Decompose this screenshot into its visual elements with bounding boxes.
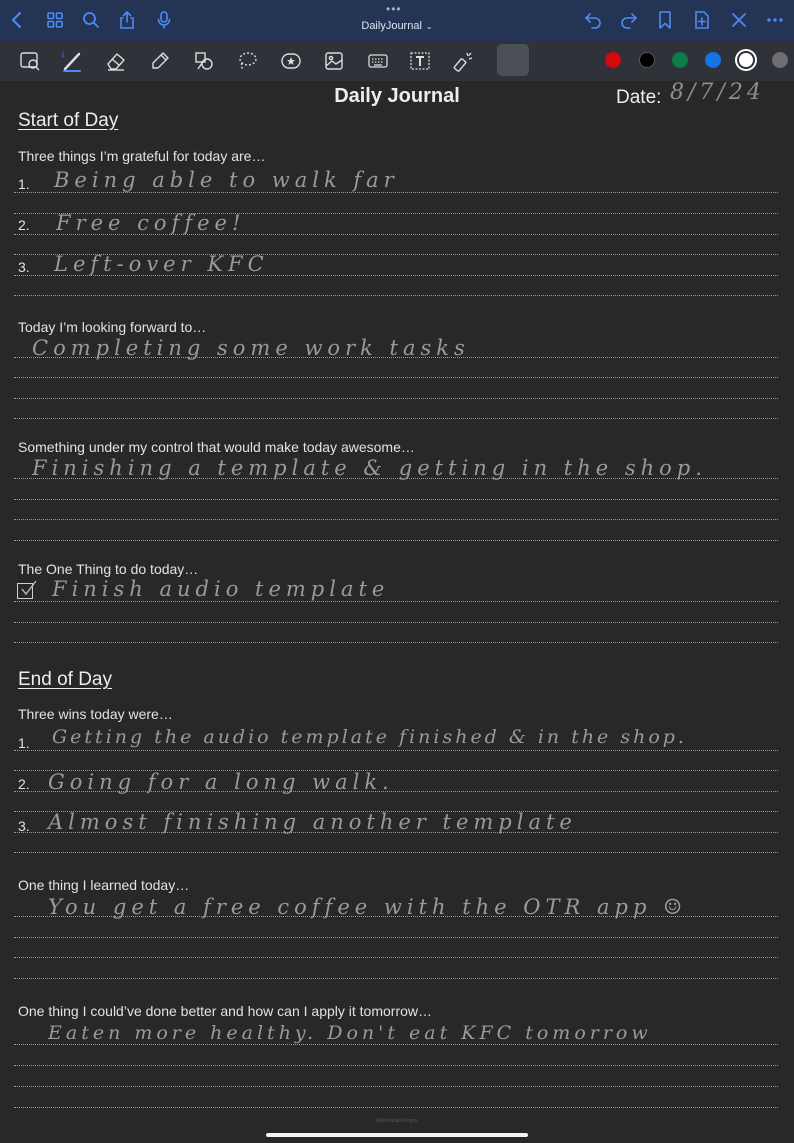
writing-line [14, 978, 778, 979]
one-thing-entry: Finish audio template [52, 577, 390, 601]
writing-line [14, 791, 778, 792]
win-entry-1: Getting the audio template finished & in the shop. [52, 726, 687, 748]
grateful-entry-3: Left-over KFC [54, 252, 269, 276]
wins-prompt: Three wins today were… [18, 706, 173, 722]
writing-line [14, 622, 778, 623]
color-swatch-gray[interactable] [772, 52, 788, 68]
writing-line [14, 642, 778, 643]
color-swatch-blue[interactable] [705, 52, 721, 68]
control-entry: Finishing a template & getting in the shop. [32, 456, 707, 480]
writing-line [14, 937, 778, 938]
color-swatch-green[interactable] [672, 52, 688, 68]
color-swatch-red[interactable] [605, 52, 621, 68]
writing-line [14, 1086, 778, 1087]
lasso-icon[interactable] [233, 47, 261, 75]
end-of-day-heading: End of Day [18, 669, 112, 690]
writing-line [14, 957, 778, 958]
text-box-icon[interactable] [406, 47, 434, 75]
top-nav-bar [0, 0, 794, 41]
writing-line [14, 192, 778, 193]
win-number-1: 1. [18, 735, 30, 751]
writing-line [14, 275, 778, 276]
writing-line [14, 540, 778, 541]
undo-icon[interactable] [581, 8, 605, 32]
keyboard-icon[interactable] [364, 47, 392, 75]
more-options-icon[interactable] [763, 8, 787, 32]
grateful-number-1: 1. [18, 176, 30, 192]
writing-line [14, 418, 778, 419]
date-label: Date: [616, 87, 662, 108]
color-swatch-white[interactable] [739, 53, 753, 67]
eraser-icon[interactable] [102, 47, 130, 75]
win-number-3: 3. [18, 818, 30, 834]
image-insert-icon[interactable] [320, 47, 348, 75]
add-page-icon[interactable] [690, 8, 714, 32]
redo-icon[interactable] [617, 8, 641, 32]
grateful-number-3: 3. [18, 259, 30, 275]
control-prompt: Something under my control that would make today awesome… [18, 439, 415, 455]
forward-prompt: Today I’m looking forward to… [18, 319, 207, 335]
writing-line [14, 478, 778, 479]
close-toolbar-icon[interactable] [727, 8, 751, 32]
better-entry: Eaten more healthy. Don't eat KFC tomorrow [48, 1022, 652, 1044]
date-handwritten: 8/7/24 [670, 80, 765, 105]
writing-line [14, 916, 778, 917]
win-number-2: 2. [18, 776, 30, 792]
start-of-day-heading: Start of Day [18, 110, 119, 131]
pen-tool-icon[interactable] [58, 47, 86, 75]
win-entry-3: Almost finishing another template [48, 810, 577, 834]
writing-line [14, 357, 778, 358]
forward-entry: Completing some work tasks [32, 336, 470, 360]
svg-text:ᛒ: ᛒ [61, 52, 66, 59]
page-title: Daily Journal [334, 85, 460, 107]
elements-sticker-icon[interactable] [277, 47, 305, 75]
writing-line [14, 750, 778, 751]
writing-line [14, 234, 778, 235]
laser-pointer-icon[interactable] [450, 47, 478, 75]
writing-line [14, 852, 778, 853]
learned-prompt: One thing I learned today… [18, 877, 190, 893]
writing-line [14, 601, 778, 602]
color-swatch-black[interactable] [639, 52, 655, 68]
template-credit: AAKdigitalDesigns [376, 1118, 418, 1124]
grateful-entry-2: Free coffee! [56, 211, 246, 235]
win-entry-2: Going for a long walk. [48, 770, 394, 794]
shapes-tool-icon[interactable] [190, 47, 218, 75]
selected-thin-width-highlight [497, 44, 529, 76]
home-indicator[interactable] [266, 1133, 528, 1137]
journal-page[interactable] [0, 81, 794, 1143]
writing-line [14, 295, 778, 296]
grateful-prompt: Three things I’m grateful for today are… [18, 148, 266, 164]
better-prompt: One thing I could’ve done better and how can I apply it tomorrow… [18, 1003, 433, 1019]
highlighter-icon[interactable] [146, 47, 174, 75]
writing-line [14, 1107, 778, 1108]
writing-line [14, 1065, 778, 1066]
one-thing-prompt: The One Thing to do today… [18, 561, 199, 577]
writing-line [14, 519, 778, 520]
writing-line [14, 1044, 778, 1045]
checkmark-icon [19, 578, 39, 598]
grateful-number-2: 2. [18, 217, 30, 233]
zoom-window-icon[interactable] [16, 47, 44, 75]
writing-line [14, 377, 778, 378]
bookmark-icon[interactable] [653, 8, 677, 32]
learned-entry: You get a free coffee with the OTR app ☺ [48, 895, 687, 919]
grateful-entry-1: Being able to walk far [54, 168, 399, 192]
writing-line [14, 398, 778, 399]
document-title: DailyJournal [361, 20, 422, 32]
multitask-dots[interactable]: ••• [386, 2, 402, 16]
chevron-down-icon: ⌄ [425, 22, 433, 31]
writing-line [14, 499, 778, 500]
writing-line [14, 832, 778, 833]
